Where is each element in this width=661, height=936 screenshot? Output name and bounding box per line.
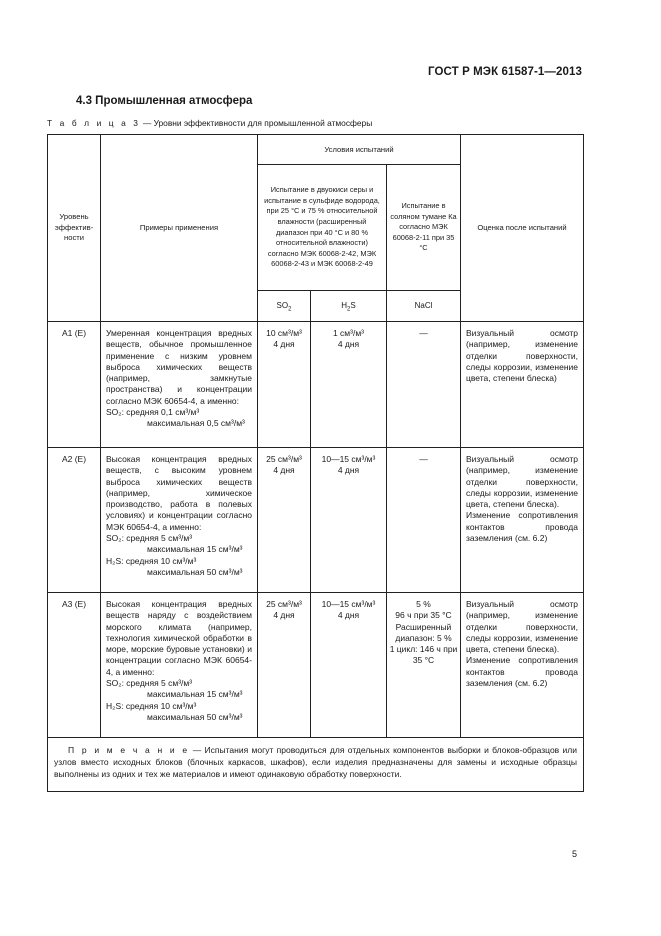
header-evaluation: Оценка после испытаний — [461, 135, 584, 322]
nacl-value-cell: — — [387, 448, 461, 593]
header-nacl-test: Испытание в соляном тумане Ка согласно МЭК 60068-2-11 при 35 °C — [387, 165, 461, 291]
table-caption-text: — Уровни эффективности для промышленной атмосферы — [140, 118, 373, 128]
h2s-value-cell: 10—15 см³/м³ 4 дня — [311, 448, 387, 593]
note-text: — Испытания могут проводиться для отдельных компонентов выборки и блоков-образцов или узлов вместо исходных блоков (блочных каркасов, шкафов), если изделия предназначены для замены и исходные образцы выполнены из одних и тех же материалов и имеют одинаковую обработку поверхности. — [54, 745, 577, 779]
h2s-value-cell: 1 см³/м³ 4 дня — [311, 322, 387, 448]
note-label: П р и м е ч а н и е — [68, 745, 190, 755]
table-row — [48, 322, 584, 448]
table-caption — [47, 118, 372, 128]
section-title: 4.3 Промышленная атмосфера — [76, 95, 253, 107]
header-level: Уровень эффектив-ности — [48, 135, 101, 322]
performance-levels-table — [47, 134, 584, 792]
so2-value-cell: 25 см³/м³ 4 дня — [258, 593, 311, 738]
level-cell: А2 (Е) — [48, 448, 101, 593]
table-note — [48, 738, 584, 792]
level-cell: А3 (Е) — [48, 593, 101, 738]
evaluation-cell: Визуальный осмотр (например, изменение отделки поверхности, следы коррозии, изменение цвета, степени блеска) — [461, 322, 584, 448]
table-caption-label: Т а б л и ц а 3 — [47, 118, 141, 128]
level-cell: А1 (Е) — [48, 322, 101, 448]
table-note-row — [48, 738, 584, 792]
subheader-so2: $SO_2$ — [258, 291, 311, 322]
example-cell: Высокая концентрация вредных веществ, с высоким уровнем выброса химических веществ (например, химическое производство, работа в полевых условиях) и концентрации согласно МЭК 60654-4, а именно: SO₂: средняя 5 см³/м³ максимальная 15 см³/м³ H₂S: средняя 10 см³/м³ максимальная 50 см³/м³ — [101, 448, 258, 593]
table-row — [48, 448, 584, 593]
subheader-nacl: NaCl — [387, 291, 461, 322]
page-number: 5 — [572, 849, 578, 859]
nacl-value-cell: 5 % 96 ч при 35 °C Расширенный диапазон: 5 % 1 цикл: 146 ч при 35 °C — [387, 593, 461, 738]
nacl-value-cell: — — [387, 322, 461, 448]
table-row — [48, 593, 584, 738]
document-code: ГОСТ Р МЭК 61587-1—2013 — [428, 66, 582, 78]
evaluation-cell: Визуальный осмотр (например, изменение отделки поверхности, следы коррозии, изменение цвета, степени блеска). Изменение сопротивления контактов провода заземления (см. 6.2) — [461, 448, 584, 593]
h2s-value-cell: 10—15 см³/м³ 4 дня — [311, 593, 387, 738]
example-cell: Умеренная концентрация вредных веществ, обычное промышленное применение с низким уровнем выброса химических веществ (например, замкнутые пространства) и концентрации согласно МЭК 60654-4, а именно: SO₂: средняя 0,1 см³/м³ максимальная 0,5 см³/м³ — [101, 322, 258, 448]
so2-value-cell: 25 см³/м³ 4 дня — [258, 448, 311, 593]
header-examples: Примеры применения — [101, 135, 258, 322]
example-cell: Высокая концентрация вредных веществ наряду с воздействием морского климата (например, технология химической обработки в море, морские буровые установки) и концентрации согласно МЭК 60654-4, а именно: SO₂: средняя 5 см³/м³ максимальная 15 см³/м³ H₂S: средняя 10 см³/м³ максимальная 50 см³/м³ — [101, 593, 258, 738]
so2-value-cell: 10 см³/м³ 4 дня — [258, 322, 311, 448]
subheader-h2s: $H_2S$ — [311, 291, 387, 322]
header-so2-h2s-test: Испытание в двуокиси серы и испытание в сульфиде водорода, при 25 °C и 75 % относительной влажности (расширенный диапазон при 40 °C и 80 % относительной влажности) согласно МЭК 60068-2-42, МЭК 60068-2-43 и МЭК 60068-2-49 — [258, 165, 387, 291]
evaluation-cell: Визуальный осмотр (например, изменение отделки поверхности, следы коррозии, изменение цвета, степени блеска). Изменение сопротивления контактов провода заземления (см. 6.2) — [461, 593, 584, 738]
header-test-conditions: Условия испытаний — [258, 135, 461, 165]
